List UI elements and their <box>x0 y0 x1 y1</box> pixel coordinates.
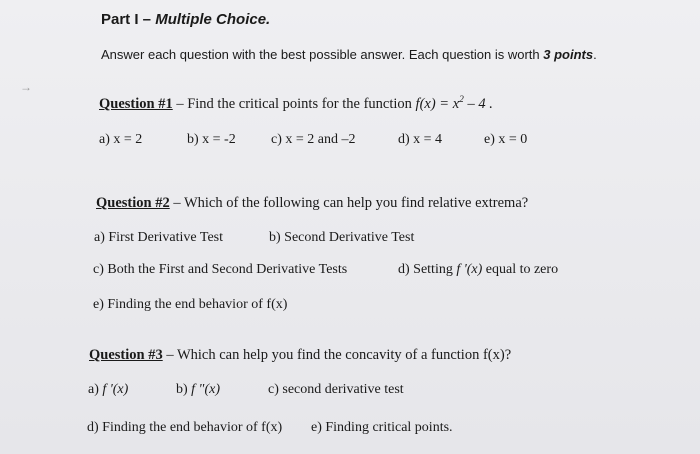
q3-option-d: d) Finding the end behavior of f(x) <box>87 420 283 435</box>
q2-option-c: c) Both the First and Second Derivative Tests <box>93 262 348 277</box>
question-3-label: Question #3 <box>89 347 163 363</box>
function-lhs: f(x) = x <box>415 95 460 112</box>
q3-option-a-prefix: a) <box>88 382 103 397</box>
question-3 <box>89 347 511 364</box>
q2-option-d-math: f '(x) <box>456 262 483 277</box>
q3-option-b-prefix: b) <box>176 382 192 397</box>
q1-option-e: e) x = 0 <box>484 132 528 147</box>
instructions <box>101 47 597 62</box>
q3-option-b-math: f "(x) <box>191 382 220 397</box>
q1-option-a: a) x = 2 <box>99 132 143 147</box>
margin-mark: → <box>20 80 32 94</box>
q2-option-b: b) Second Derivative Test <box>269 230 415 245</box>
q3-option-c: c) second derivative test <box>268 382 404 397</box>
function-rhs: – 4 . <box>463 95 493 112</box>
q2-option-d <box>398 262 558 278</box>
question-1-prompt: – Find the critical points for the function <box>172 95 416 112</box>
q3-option-b <box>176 382 220 398</box>
function-exponent: 2 <box>459 95 464 105</box>
question-1-function <box>416 96 493 112</box>
question-2-prompt: – Which of the following can help you find relative extrema? <box>169 195 529 211</box>
q2-option-d-suffix: equal to zero <box>482 262 559 277</box>
question-1 <box>99 95 493 113</box>
q1-option-d: d) x = 4 <box>398 132 443 147</box>
instructions-suffix: . <box>593 47 597 62</box>
part-subtitle: Multiple Choice. <box>155 11 271 28</box>
q2-option-a: a) First Derivative Test <box>94 230 224 245</box>
q2-option-e: e) Finding the end behavior of f(x) <box>93 297 288 312</box>
question-2 <box>96 195 528 212</box>
part-title-label: Part I – <box>101 11 156 28</box>
q1-option-c: c) x = 2 and –2 <box>271 132 356 147</box>
part-title <box>101 11 270 28</box>
question-1-label: Question #1 <box>99 95 173 112</box>
question-2-label: Question #2 <box>96 195 170 211</box>
q3-option-a <box>88 382 128 398</box>
q3-option-a-math: f '(x) <box>102 382 129 397</box>
q3-option-e: e) Finding critical points. <box>311 420 453 435</box>
q2-option-d-prefix: d) Setting <box>398 262 457 277</box>
instructions-prefix: Answer each question with the best possible answer. Each question is worth <box>101 47 544 62</box>
q1-option-b: b) x = -2 <box>187 132 236 147</box>
question-3-prompt: – Which can help you find the concavity of a function f(x)? <box>162 347 512 363</box>
instructions-points: 3 points <box>543 47 594 62</box>
